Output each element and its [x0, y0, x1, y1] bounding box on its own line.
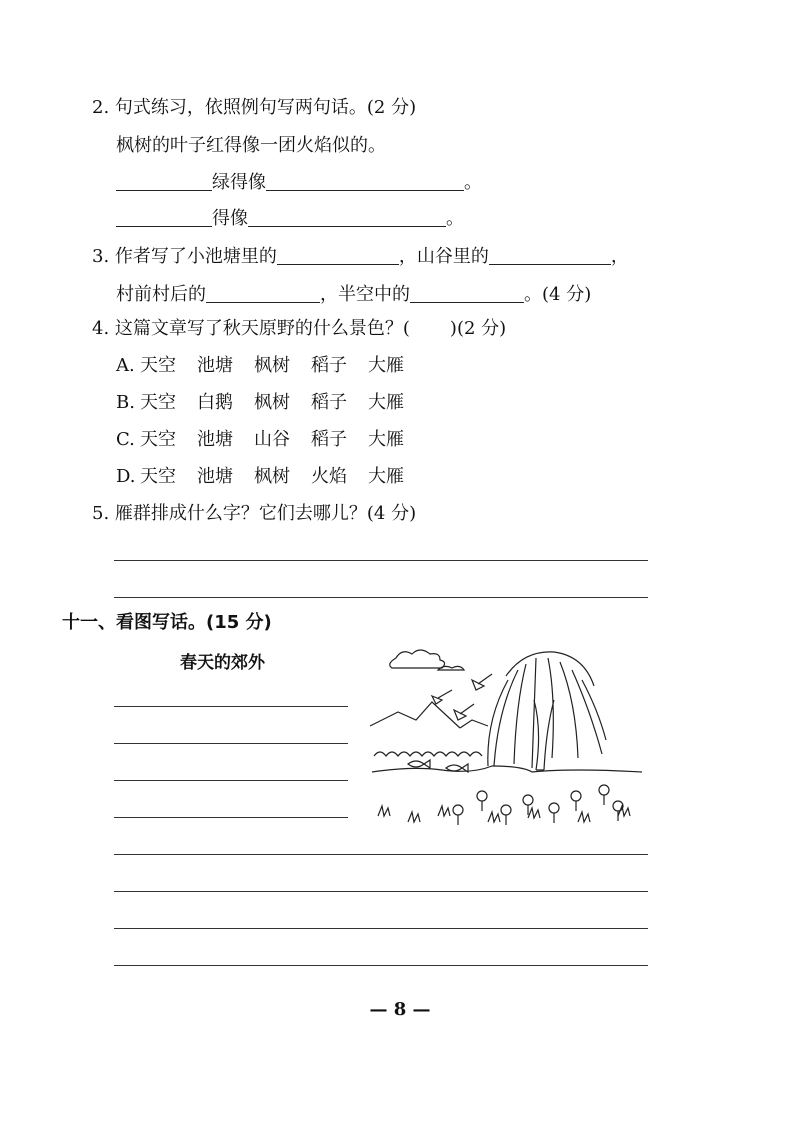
- flower: [453, 805, 463, 825]
- q3-blank-4[interactable]: [410, 284, 524, 303]
- fish: [408, 760, 430, 768]
- q2-line2-word: 得像: [212, 208, 248, 229]
- writing-line-4[interactable]: [114, 965, 648, 966]
- option-item: 枫树: [254, 466, 290, 487]
- q3-text-4: 村前村后的: [116, 284, 206, 305]
- option-item: 大雁: [368, 392, 404, 413]
- section-11-heading: 十一、看图写话。(15 分): [62, 612, 272, 633]
- q3-text-5: ，半空中的: [320, 284, 410, 305]
- q3-blank-2[interactable]: [489, 246, 611, 265]
- q5-answer-line-1[interactable]: [114, 560, 648, 561]
- option-item: 枫树: [254, 355, 290, 376]
- swallow: [472, 674, 492, 690]
- q2-line1-end: 。: [464, 172, 482, 193]
- q2-blank-2a[interactable]: [116, 208, 212, 227]
- writing-line-short-2[interactable]: [114, 743, 348, 744]
- q4-prompt: [92, 318, 506, 340]
- q3-text-6: 。(4 分): [524, 284, 592, 305]
- writing-line-2[interactable]: [114, 891, 648, 892]
- flower: [477, 791, 487, 811]
- q2-blank-1b[interactable]: [266, 172, 464, 191]
- q5-answer-line-2[interactable]: [114, 597, 648, 598]
- mountain: [370, 702, 460, 728]
- q3-blank-1[interactable]: [277, 246, 399, 265]
- spring-scene-illustration: [368, 640, 650, 830]
- option-label: B.: [116, 392, 135, 413]
- q3-text-2: ，山谷里的: [398, 246, 489, 267]
- far-bushes: [374, 752, 482, 756]
- option-item: 稻子: [311, 429, 347, 450]
- flower: [523, 795, 533, 815]
- option-item: 大雁: [368, 355, 404, 376]
- q2-example: 枫树的叶子红得像一团火焰似的。: [116, 135, 386, 156]
- option-item: 池塘: [197, 355, 233, 376]
- q2-blank-1a[interactable]: [116, 172, 212, 191]
- option-item: 枫树: [254, 392, 290, 413]
- q2-blank-2b[interactable]: [248, 208, 446, 227]
- q4-prompt-end: )(2 分): [449, 318, 507, 339]
- flower: [549, 803, 559, 823]
- q3-line1: [92, 246, 629, 268]
- writing-title: 春天的郊外: [180, 653, 265, 673]
- flower: [571, 791, 581, 811]
- q2-line2-end: 。: [446, 208, 464, 229]
- writing-line-3[interactable]: [114, 928, 648, 929]
- writing-line-short-3[interactable]: [114, 780, 348, 781]
- flower: [599, 785, 609, 805]
- option-item: 火焰: [311, 466, 347, 487]
- option-item: 天空: [140, 392, 176, 413]
- q4-option-c[interactable]: [116, 429, 404, 451]
- q4-option-d[interactable]: [116, 466, 404, 488]
- option-label: D.: [116, 466, 136, 487]
- q3-blank-3[interactable]: [206, 284, 320, 303]
- writing-line-short-1[interactable]: [114, 706, 348, 707]
- flower: [613, 801, 623, 821]
- option-item: 大雁: [368, 429, 404, 450]
- q3-text-3: ，: [610, 246, 629, 267]
- q2-line2: [116, 208, 464, 230]
- q2-line1: [116, 172, 482, 194]
- option-item: 山谷: [254, 429, 290, 450]
- option-item: 天空: [140, 429, 176, 450]
- cloud: [390, 650, 445, 668]
- page-number: — 8 —: [369, 999, 431, 1020]
- flower: [501, 805, 511, 825]
- option-item: 大雁: [368, 466, 404, 487]
- q5-prompt: 5. 雁群排成什么字？它们去哪儿？(4 分): [92, 503, 417, 524]
- mountain: [460, 720, 488, 728]
- option-item: 池塘: [197, 466, 233, 487]
- swallow: [432, 690, 452, 704]
- option-item: 天空: [140, 355, 176, 376]
- option-label: C.: [116, 429, 135, 450]
- q2-prompt: 2. 句式练习，依照例句写两句话。(2 分): [92, 97, 417, 118]
- q4-prompt-text: 4. 这篇文章写了秋天原野的什么景色？(: [92, 318, 410, 339]
- q2-line1-word: 绿得像: [212, 172, 266, 193]
- q4-option-b[interactable]: [116, 392, 404, 414]
- option-item: 池塘: [197, 429, 233, 450]
- tree-trunk: [534, 700, 554, 770]
- q3-text-1: 3. 作者写了小池塘里的: [92, 246, 277, 267]
- writing-line-short-4[interactable]: [114, 817, 348, 818]
- option-item: 稻子: [311, 355, 347, 376]
- q4-option-a[interactable]: [116, 355, 404, 377]
- option-item: 稻子: [311, 392, 347, 413]
- swallow: [454, 704, 474, 720]
- writing-line-1[interactable]: [114, 854, 648, 855]
- option-item: 天空: [140, 466, 176, 487]
- option-label: A.: [116, 355, 135, 376]
- q3-line2: [116, 284, 591, 306]
- option-item: 白鹅: [197, 392, 233, 413]
